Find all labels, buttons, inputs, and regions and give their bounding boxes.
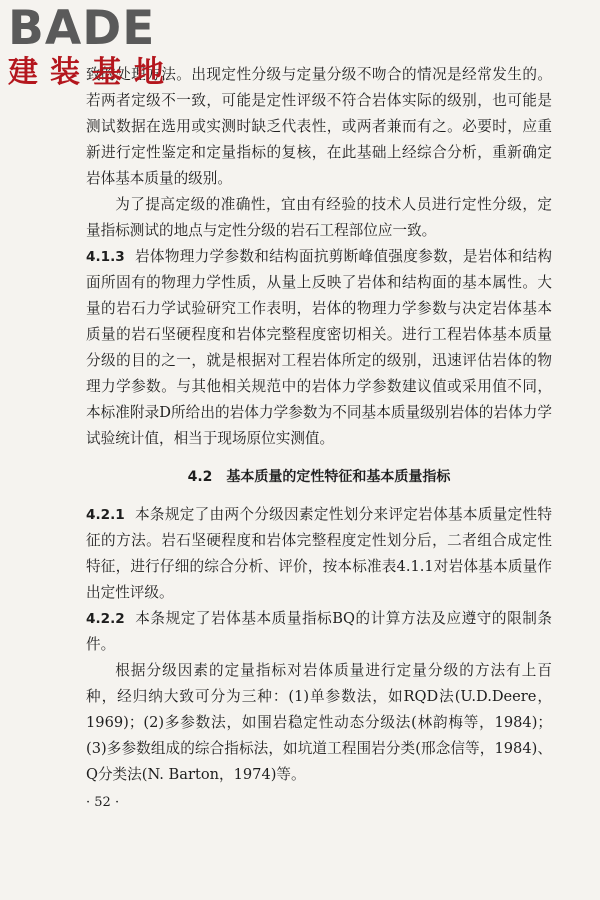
clause-number: 4.2.2: [86, 611, 125, 627]
clause-number: 4.1.3: [86, 249, 125, 265]
bade-logo: [8, 1, 198, 96]
clause-4-2-1: [86, 502, 552, 606]
clause-4-2-2: [86, 606, 552, 658]
clause-text: 岩体物理力学参数和结构面抗剪断峰值强度参数，是岩体和结构面所固有的物理力学性质，从量上反映了岩体和结构面的基本属性。大量的岩石力学试验研究工作表明，岩体的物理力学参数与决定岩体基本质量的岩石坚硬程度和岩体完整程度密切相关。进行工程岩体基本质量分级的目的之一，就是根据对工程岩体所定的级别，迅速评估岩体的物理力学参数。与其他相关规范中的岩体力学参数建议值或采用值不同，本标准附录D所给出的岩体力学参数为不同基本质量级别岩体的岩体力学试验统计值，相当于现场原位实测值。: [86, 248, 552, 447]
section-number: 4.2: [187, 469, 213, 485]
paragraph-accuracy: 为了提高定级的准确性，宜由有经验的技术人员进行定性分级，定量指标测试的地点与定性分级的岩石工程部位应一致。: [86, 196, 552, 239]
paragraph-methods: 根据分级因素的定量指标对岩体质量进行定量分级的方法有上百种，经归纳大致可分为三种：(1)单参数法，如RQD法(U.D.Deere，1969)；(2)多参数法，如围岩稳定性动态分级法(林韵梅等，1984)；(3)多参数组成的综合指标法，如坑道工程围岩分类(邢念信等，1984)、Q分类法(N. Barton，1974)等。: [86, 662, 552, 783]
logo-subtitle: 建装基地: [8, 55, 176, 90]
section-heading: [86, 464, 552, 490]
section-title: 基本质量的定性特征和基本质量指标: [226, 469, 451, 485]
document-body: [86, 62, 552, 788]
clause-number: 4.2.1: [86, 507, 125, 523]
logo-wordmark: BADE: [8, 1, 156, 56]
clause-text: 本条规定了由两个分级因素定性划分来评定岩体基本质量定性特征的方法。岩石坚硬程度和岩体完整程度定性划分后，二者组合成定性特征，进行仔细的综合分析、评价，按本标准表4.1.1对岩体基本质量作出定性评级。: [86, 506, 552, 601]
clause-4-1-3: [86, 244, 552, 452]
clause-text: 本条规定了岩体基本质量指标BQ的计算方法及应遵守的限制条件。: [86, 610, 552, 653]
page-number: · 52 ·: [86, 795, 120, 810]
paragraph-continuation: 致的处理方法。出现定性分级与定量分级不吻合的情况是经常发生的。若两者定级不一致，可能是定性评级不符合岩体实际的级别，也可能是测试数据在选用或实测时缺乏代表性，或两者兼而有之。必要时，应重新进行定性鉴定和定量指标的复核，在此基础上经综合分析，重新确定岩体基本质量的级别。: [86, 66, 552, 187]
